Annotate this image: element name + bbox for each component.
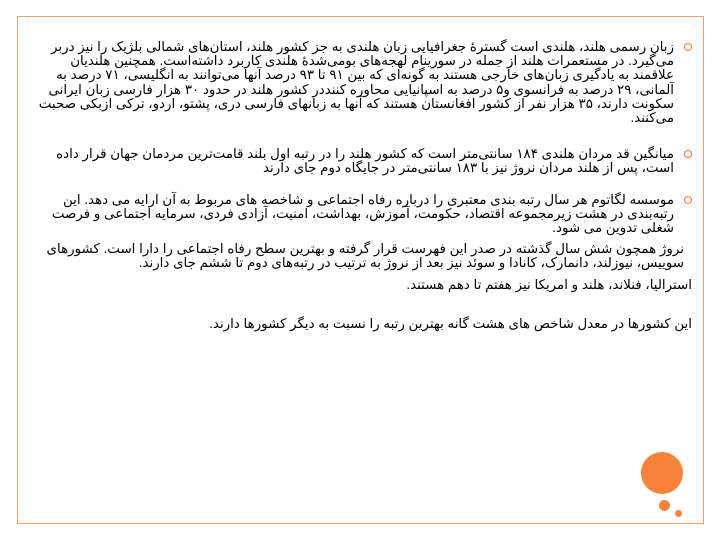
paragraph-legatum <box>28 193 692 236</box>
paragraph-text: زبان رسمی هلند، هلندی است گسترهٔ جغرافیایی زبان هلندی به جز کشور هلند، استان‌های شمالی بلژیک را نیز دربر می‌گیرد. در مستعمرات هلند از جمله در سورینام لهجه‌های بومی‌شدهٔ هلندی کاربرد داشته‌است. همچنین هلندیان علاقمند به یادگیری زبان‌های خارجی هستند به گونه‌ای که بین ۹۱ تا ۹۳ درصد آنها می‌توانند به انگلیسی، ۷۱ درصد به آلمانی، ۲۹ درصد به فرانسوی و۵ درصد به اسپانیایی محاوره کننددر کشور هلند در حدود ۳۰ هزار فارسی زبان ایرانی سکونت دارند، ۳۵ هزار نفر از کشور افغانستان هستند که آنها به زبانهای فارسی دری، پشتو، اردو، ترکی ازبکی صحبت می‌کنند. <box>38 39 674 126</box>
decorative-circle-large <box>641 452 683 494</box>
paragraph-text: این کشورها در معدل شاخص های هشت گانه بهترین رتبه را نسبت به دیگر کشورها دارند. <box>209 315 692 331</box>
decorative-circle-small <box>659 500 670 511</box>
paragraph-text: استرالیا، فنلاند، هلند و امریکا نیز هفتم تا دهم هستند. <box>406 276 692 292</box>
paragraph-text: نروژ همچون شش سال گذشته در صدر این فهرست قرار گرفته و بهترین سطح رفاه اجتماعی را دارا است. کشورهای سوییس، نیوزلند، دانمارک، کانادا و سوئد نیز بعد از نروژ به ترتیب در رتبه‌های دوم تا ششم جای دارند. <box>46 241 684 271</box>
paragraph-conclusion <box>28 317 692 331</box>
decorative-circle-tiny <box>675 510 682 517</box>
bullet-circle-icon <box>684 196 692 204</box>
paragraph-norway <box>28 242 692 270</box>
paragraph-text: میانگین قد مردان هلندی ۱۸۴ سانتی‌متر است که کشور هلند را در رتبه اول بلند قامت‌ترین مردمان جهان قرار داده است، پس از هلند مردان نروژ نیز با ۱۸۳ سانتی‌متر در جایگاه دوم جای دارند <box>56 146 674 176</box>
paragraph-text: موسسه لگاتوم هر سال رتبه بندی معتبری را درباره رفاه اجتماعی و شاخصه های مربوط به آن ارایه می دهد. این رتبه‌بندی در هشت زیرمجموعه اقتصاد، حکومت، آموزش، بهداشت، امنیت، آزادی فردی، سرمایه اجتماعی و فرصت شغلی تدوین می شود. <box>51 191 674 236</box>
paragraph-language <box>28 40 692 125</box>
paragraph-ranks-7-10 <box>28 278 692 292</box>
paragraph-height <box>28 147 692 175</box>
bullet-circle-icon <box>684 43 692 51</box>
bullet-circle-icon <box>684 150 692 158</box>
slide-body <box>28 40 692 331</box>
